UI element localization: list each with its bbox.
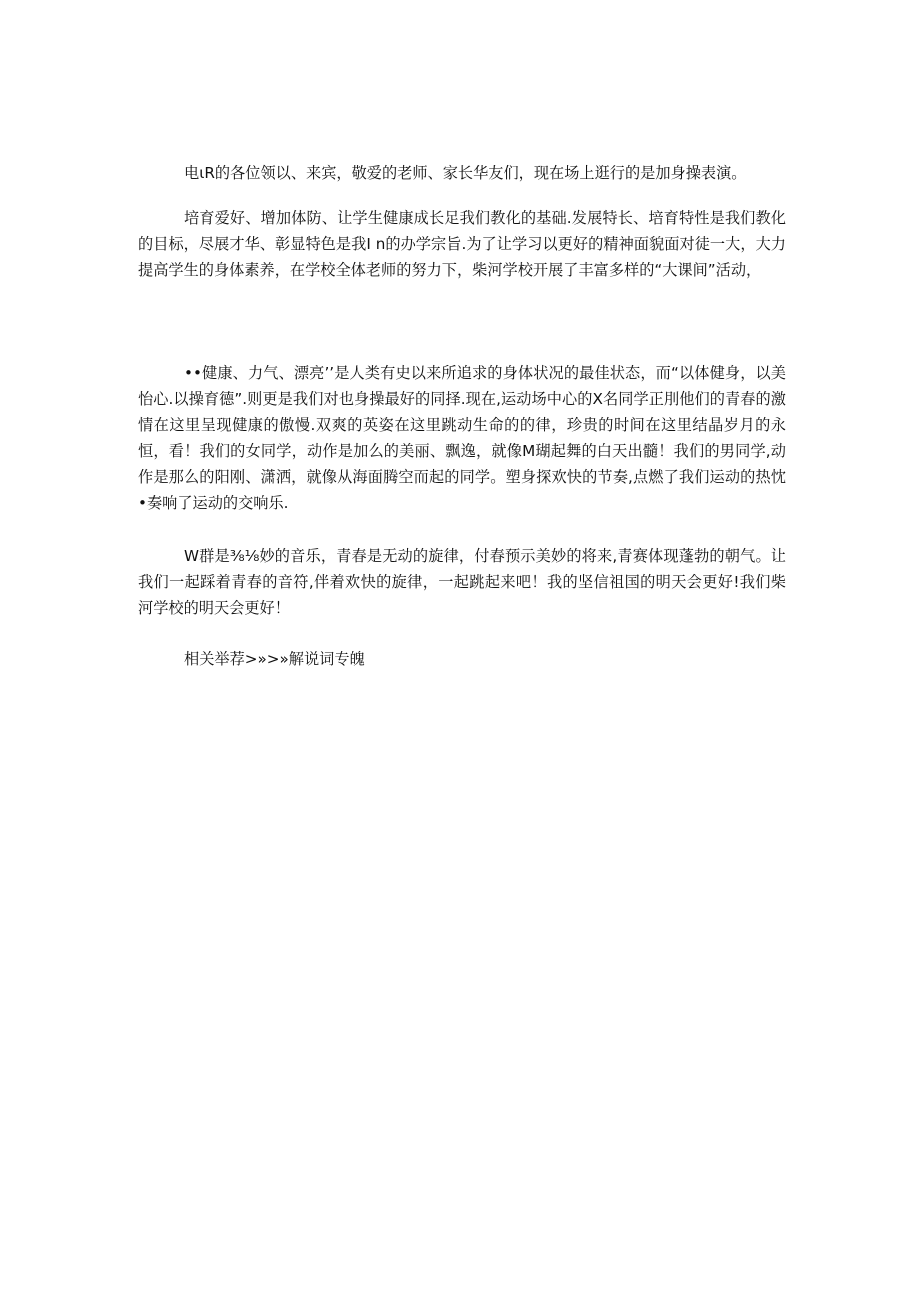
document-body bbox=[138, 160, 786, 672]
performance-description-paragraph: ••健康、力气、漂亮’’是人类有史以来所追求的身体状况的最佳状态，而“以体健身，以美怡心.以操育德”.则更是我们对也身操最好的同择.现在,运动场中心的X名同学正刖他们的青春的激情在这里呈现健康的傲慢.双爽的英姿在这里跳动生命的的律，珍贵的时间在这里结晶岁月的永恒，看！我们的女同学，动作是加么的美丽、飘逸，就像M瑚起舞的白天出髓！我们的男同学,动作是那么的阳刚、潇洒，就像从海面腾空而起的同学。塑身探欢快的节奏,点燃了我们运动的热忱•奏响了运动的交响乐. bbox=[138, 364, 786, 512]
greeting-paragraph: 电ιR的各位领以、来宾，敬爱的老师、家长华友们，现在场上逛行的是加身操表演。 bbox=[184, 164, 747, 182]
related-recommendation-link[interactable]: 相关举荐>»>»解说词专魄 bbox=[184, 650, 365, 668]
education-goals-paragraph: 培育爱好、增加体防、让学生健康成长足我们教化的基础.发展特长、培育特性是我们教化的目标，尽展才华、彰显特色是我I n的办学宗旨.为了让学习以更好的精神面貌面对徒一大，大力提高学生的身体素养，在学校全体老师的努力下，柴河学校开展了丰富多样的“大课间”活动， bbox=[138, 209, 786, 279]
closing-paragraph: W群是⅜⅛妙的音乐，青春是无动的旋律，付春预示美妙的将来,青赛体现蓬勃的朝气。让我们一起踩着青春的音符,伴着欢快的旋律，一起跳起来吧！我的坚信祖国的明天会更好!我们柴河学校的明天会更好！ bbox=[138, 547, 786, 617]
